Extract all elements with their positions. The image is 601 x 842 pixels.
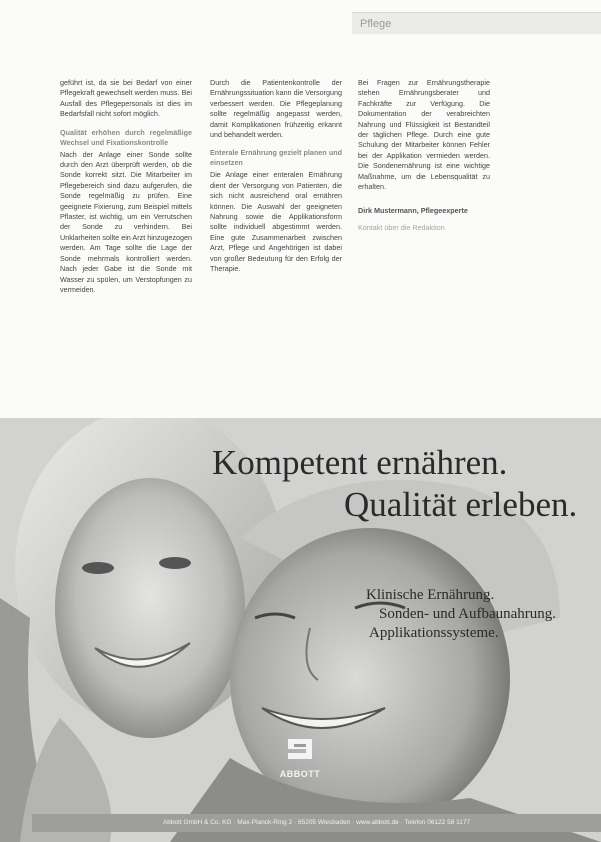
paragraph: Die Anlage einer enteralen Ernährung dient der Versorgung von Patienten, die sich nicht ausreichend oral ernähren können. Die Auswahl der geeigneten Nahrung sowie die Applikationsform sollte individuell abgestimmt werden. Eine gute Zusammenarbeit zwischen Arzt, Pflege und Angehörigen ist dabei von großer Bedeutung für den Erfolg der Therapie. — [210, 170, 342, 274]
product-item: Sonden- und Aufbaunahrung. — [379, 606, 557, 622]
logo-wordmark: ABBOTT — [279, 769, 321, 779]
section-tag: Pflege — [352, 12, 601, 34]
text-column-2 — [210, 78, 342, 275]
text-column-1 — [60, 78, 192, 295]
product-list — [366, 586, 556, 643]
text-column-3 — [358, 78, 490, 233]
subheading: Enterale Ernährung gezielt planen und einsetzen — [210, 148, 342, 168]
headline-line-1: Kompetent ernähren. — [212, 443, 508, 482]
advertisement — [0, 418, 601, 842]
headline-line-2: Qualität erleben. — [344, 485, 578, 524]
abbott-logo-icon — [285, 736, 315, 762]
product-item: Klinische Ernährung. — [366, 587, 495, 603]
contact-line: Kontakt über die Redaktion — [358, 222, 445, 232]
ad-footer: Abbott GmbH & Co. KG · Max-Planck-Ring 2 · 65205 Wiesbaden · www.abbott.de · Telefon 06122 58 1177 — [32, 814, 601, 832]
paragraph: geführt ist, da sie bei Bedarf von einer Pflegekraft gewechselt werden muss. Bei Ausfall des Pflegepersonals ist dies im Bedarfsfall nicht sofort möglich. — [60, 78, 192, 119]
abbott-logo — [277, 736, 323, 779]
ad-headline — [212, 442, 577, 526]
author-line: Dirk Mustermann, Pflegeexperte — [358, 206, 468, 216]
paragraph: Durch die Patientenkontrolle der Ernährungssituation kann die Versorgung verbessert werden. Die Pflegeplanung sollte regelmäßig angepasst werden, damit Komplikationen frühzeitig erkannt und behandelt werden. — [210, 78, 342, 140]
paragraph: Bei Fragen zur Ernährungstherapie stehen Ernährungsberater und Fachkräfte zur Verfügung. Die Dokumentation der verabreichten Nahrung und Flüssigkeit ist Bestandteil der täglichen Pflege. Durch eine gute Schulung der Mitarbeiter können Fehler bei der Applikation vermieden werden. Die Sondenernährung ist eine wichtige Maßnahme, um die Lebensqualität zu erhalten. — [358, 78, 490, 192]
product-item: Applikationssysteme. — [369, 625, 499, 641]
subheading: Qualität erhöhen durch regelmäßige Wechsel und Fixationskontrolle — [60, 127, 192, 147]
paragraph: Nach der Anlage einer Sonde sollte durch den Arzt überprüft werden, ob die Sonde korrekt sitzt. Die Mitarbeiter im Pflegebereich sind dazu aufgerufen, die Sonde regelmäßig zu prüfen. Eine geeignete Fixierung, zum Beispiel mittels Pflaster, ist wichtig, um ein Verrutschen der Sonde zu verhindern. Bei Unklarheiten sollte ein Arzt hinzugezogen werden. Am Tage sollte die Lage der Sonde mehrmals kontrolliert werden. Nach jeder Gabe ist die Sonde mit Wasser zu spülen, um Verstopfungen zu vermeiden. — [60, 149, 192, 294]
